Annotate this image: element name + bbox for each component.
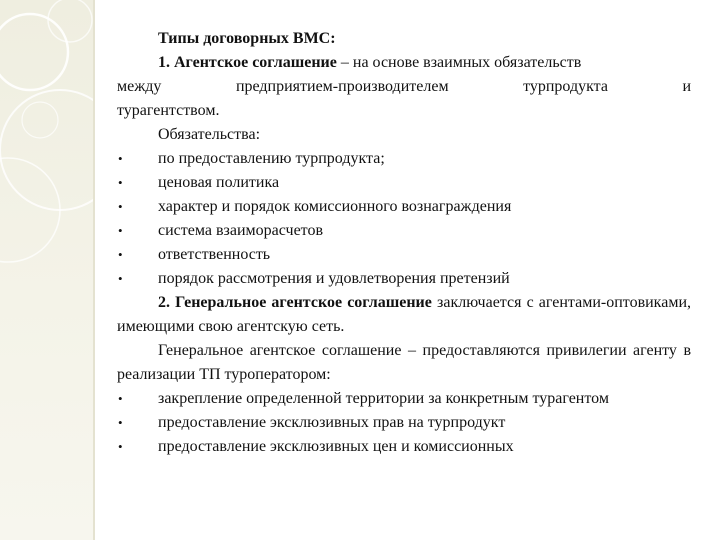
obligations-label: Обязательства:	[158, 126, 261, 143]
document-body	[117, 27, 691, 459]
obligation-item: • порядок рассмотрения и удовлетворения претензий	[117, 267, 691, 291]
privilege-item: • предоставление эксклюзивных цен и комиссионных	[117, 435, 691, 459]
privilege-item: • закрепление определенной территории за конкретным турагентом	[117, 387, 691, 411]
bullet-icon: •	[118, 151, 123, 166]
bullet-icon: •	[118, 439, 123, 454]
section-1-title: 1. Агентское соглашение	[158, 54, 337, 71]
section-1-line-2: между предприятием-производителем турпродукта и	[117, 78, 692, 95]
obligation-item: • ценовая политика	[117, 171, 691, 195]
section-2-paragraph: Генеральное агентское соглашение – предоставляются привилегии агенту в реализации ТП туроператором:	[117, 342, 691, 383]
obligation-item: • характер и порядок комиссионного вознаграждения	[117, 195, 691, 219]
bullet-icon: •	[118, 175, 123, 190]
obligation-item: • система взаиморасчетов	[117, 219, 691, 243]
bullet-icon: •	[118, 271, 123, 286]
privilege-item: • предоставление эксклюзивных прав на турпродукт	[117, 411, 691, 435]
doc-heading: Типы договорных ВМС:	[158, 30, 336, 47]
section-1-line-3: турагентством.	[117, 102, 220, 119]
section-1-intro: 1. Агентское соглашение – на основе взаимных обязательств	[158, 54, 582, 71]
section-2-title: 2. Генеральное агентское соглашение	[158, 294, 432, 311]
decorative-side-panel	[0, 0, 93, 540]
obligation-item: • ответственность	[117, 243, 691, 267]
decorative-circles	[0, 0, 93, 540]
bullet-icon: •	[118, 199, 123, 214]
side-panel-edge	[93, 0, 95, 540]
bullet-icon: •	[118, 391, 123, 406]
bullet-icon: •	[118, 223, 123, 238]
bullet-icon: •	[118, 415, 123, 430]
obligation-item: • по предоставлению турпродукта;	[117, 147, 691, 171]
section-2-intro: 2. Генеральное агентское соглашение заключается с агентами-оптовиками, имеющими свою агентскую сеть.	[117, 294, 692, 335]
bullet-icon: •	[118, 247, 123, 262]
